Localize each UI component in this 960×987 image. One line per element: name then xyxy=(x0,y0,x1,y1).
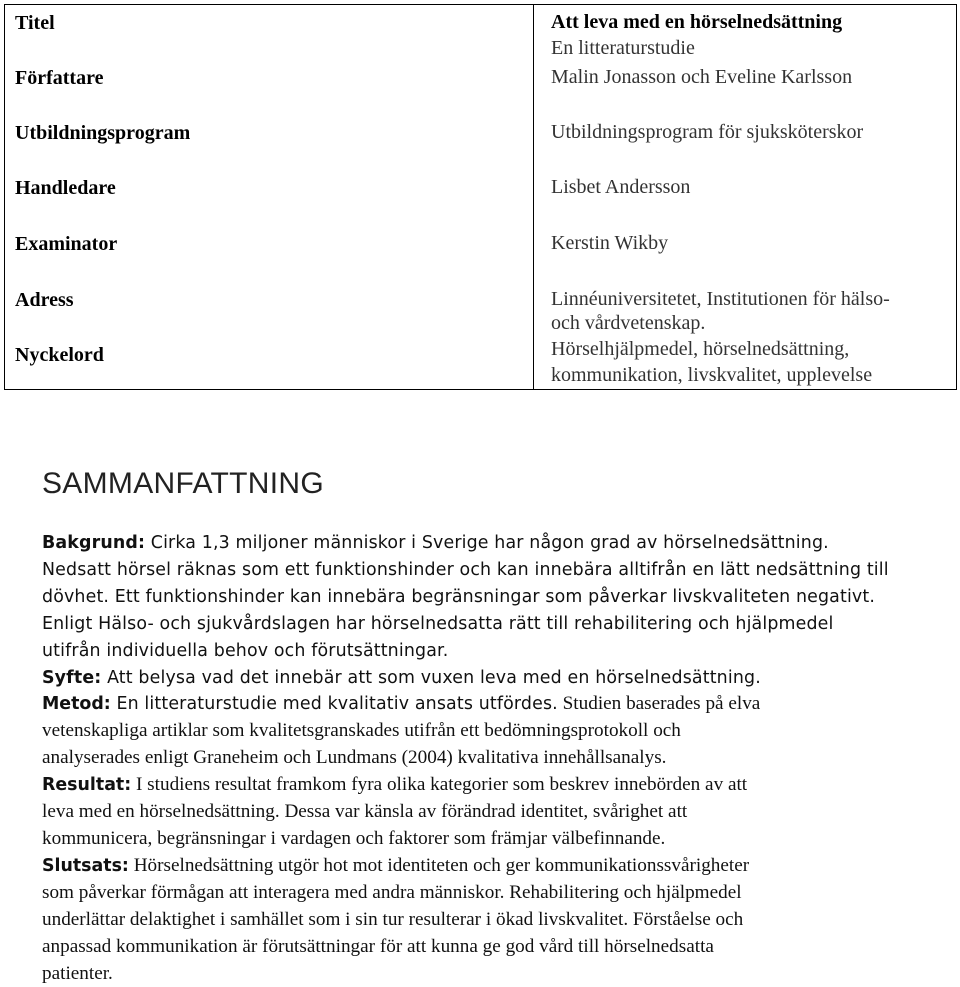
summary-line xyxy=(42,853,942,880)
summary-line xyxy=(42,772,942,799)
line-text: anpassad kommunikation är förutsättningar för att kunna ge god vård till hörselnedsatta xyxy=(42,936,714,957)
summary-heading: SAMMANFATTNING xyxy=(42,466,324,502)
summary-line xyxy=(42,745,942,772)
label-authors: Författare xyxy=(15,66,103,90)
line-text: Enligt Hälso- och sjukvårdslagen har hörselnedsatta rätt till rehabilitering och hjälpmedel xyxy=(42,614,834,634)
summary-line xyxy=(42,691,942,718)
summary-line xyxy=(42,584,942,611)
summary-body xyxy=(42,530,942,987)
value-title: Att leva med en hörselnedsättning xyxy=(551,9,951,35)
line-text: utifrån individuella behov och förutsättningar. xyxy=(42,641,448,661)
label-keywords: Nyckelord xyxy=(15,343,104,367)
summary-line xyxy=(42,557,942,584)
summary-line xyxy=(42,907,942,934)
line-text: Studien baserades på elva xyxy=(558,693,760,714)
line-text: I studiens resultat framkom fyra olika kategorier som beskrev innebörden av att xyxy=(131,774,747,795)
section-label-background: Bakgrund: xyxy=(42,533,145,553)
value-address-line1: Linnéuniversitetet, Institutionen för hälso- xyxy=(551,286,951,312)
line-text: underlättar delaktighet i samhället som i sin tur resulterar i ökad livskvalitet. Förståelse och xyxy=(42,909,743,930)
line-text: dövhet. Ett funktionshinder kan innebära begränsningar som påverkar livskvaliteten negativt. xyxy=(42,587,875,607)
summary-line xyxy=(42,638,942,665)
line-text: analyserades enligt Graneheim och Lundmans (2004) kvalitativa innehållsanalys. xyxy=(42,747,666,768)
label-examiner: Examinator xyxy=(15,232,117,256)
label-address: Adress xyxy=(15,288,74,312)
section-label-result: Resultat: xyxy=(42,775,131,795)
value-authors: Malin Jonasson och Eveline Karlsson xyxy=(551,64,951,90)
section-label-aim: Syfte: xyxy=(42,668,101,688)
summary-line xyxy=(42,530,942,557)
value-keywords-line1: Hörselhjälpmedel, hörselnedsättning, xyxy=(551,336,951,362)
line-text: leva med en hörselnedsättning. Dessa var känsla av förändrad identitet, svårighet att xyxy=(42,801,687,822)
value-keywords-line2: kommunikation, livskvalitet, upplevelse xyxy=(551,362,951,388)
column-divider xyxy=(533,5,534,389)
value-subtitle: En litteraturstudie xyxy=(551,35,951,61)
value-examiner: Kerstin Wikby xyxy=(551,230,951,256)
summary-line xyxy=(42,934,942,961)
line-text: Att belysa vad det innebär att som vuxen leva med en hörselnedsättning. xyxy=(101,668,760,688)
line-text: kommunicera, begränsningar i vardagen och faktorer som främjar välbefinnande. xyxy=(42,828,665,849)
line-text: vetenskapliga artiklar som kvalitetsgranskades utifrån ett bedömningsprotokoll och xyxy=(42,720,681,741)
section-label-conclusion: Slutsats: xyxy=(42,856,129,876)
summary-line xyxy=(42,665,942,692)
summary-line xyxy=(42,718,942,745)
summary-line xyxy=(42,826,942,853)
label-supervisor: Handledare xyxy=(15,176,116,200)
label-title: Titel xyxy=(15,11,55,35)
line-text: Nedsatt hörsel räknas som ett funktionshinder och kan innebära alltifrån en lätt nedsättning till xyxy=(42,560,889,580)
summary-line xyxy=(42,611,942,638)
value-address-line2: och vårdvetenskap. xyxy=(551,310,951,336)
summary-line xyxy=(42,961,942,987)
line-text: Hörselnedsättning utgör hot mot identiteten och ger kommunikationssvårigheter xyxy=(129,855,749,876)
section-label-method: Metod: xyxy=(42,694,111,714)
line-text: Cirka 1,3 miljoner människor i Sverige har någon grad av hörselnedsättning. xyxy=(145,533,829,553)
summary-line xyxy=(42,799,942,826)
value-program: Utbildningsprogram för sjuksköterskor xyxy=(551,119,951,145)
line-text: En litteraturstudie med kvalitativ ansats utfördes. xyxy=(111,694,558,714)
info-table xyxy=(4,4,957,390)
line-text: patienter. xyxy=(42,963,113,984)
value-supervisor: Lisbet Andersson xyxy=(551,174,951,200)
summary-line xyxy=(42,880,942,907)
line-text: som påverkar förmågan att interagera med andra människor. Rehabilitering och hjälpmedel xyxy=(42,882,742,903)
label-program: Utbildningsprogram xyxy=(15,121,190,145)
